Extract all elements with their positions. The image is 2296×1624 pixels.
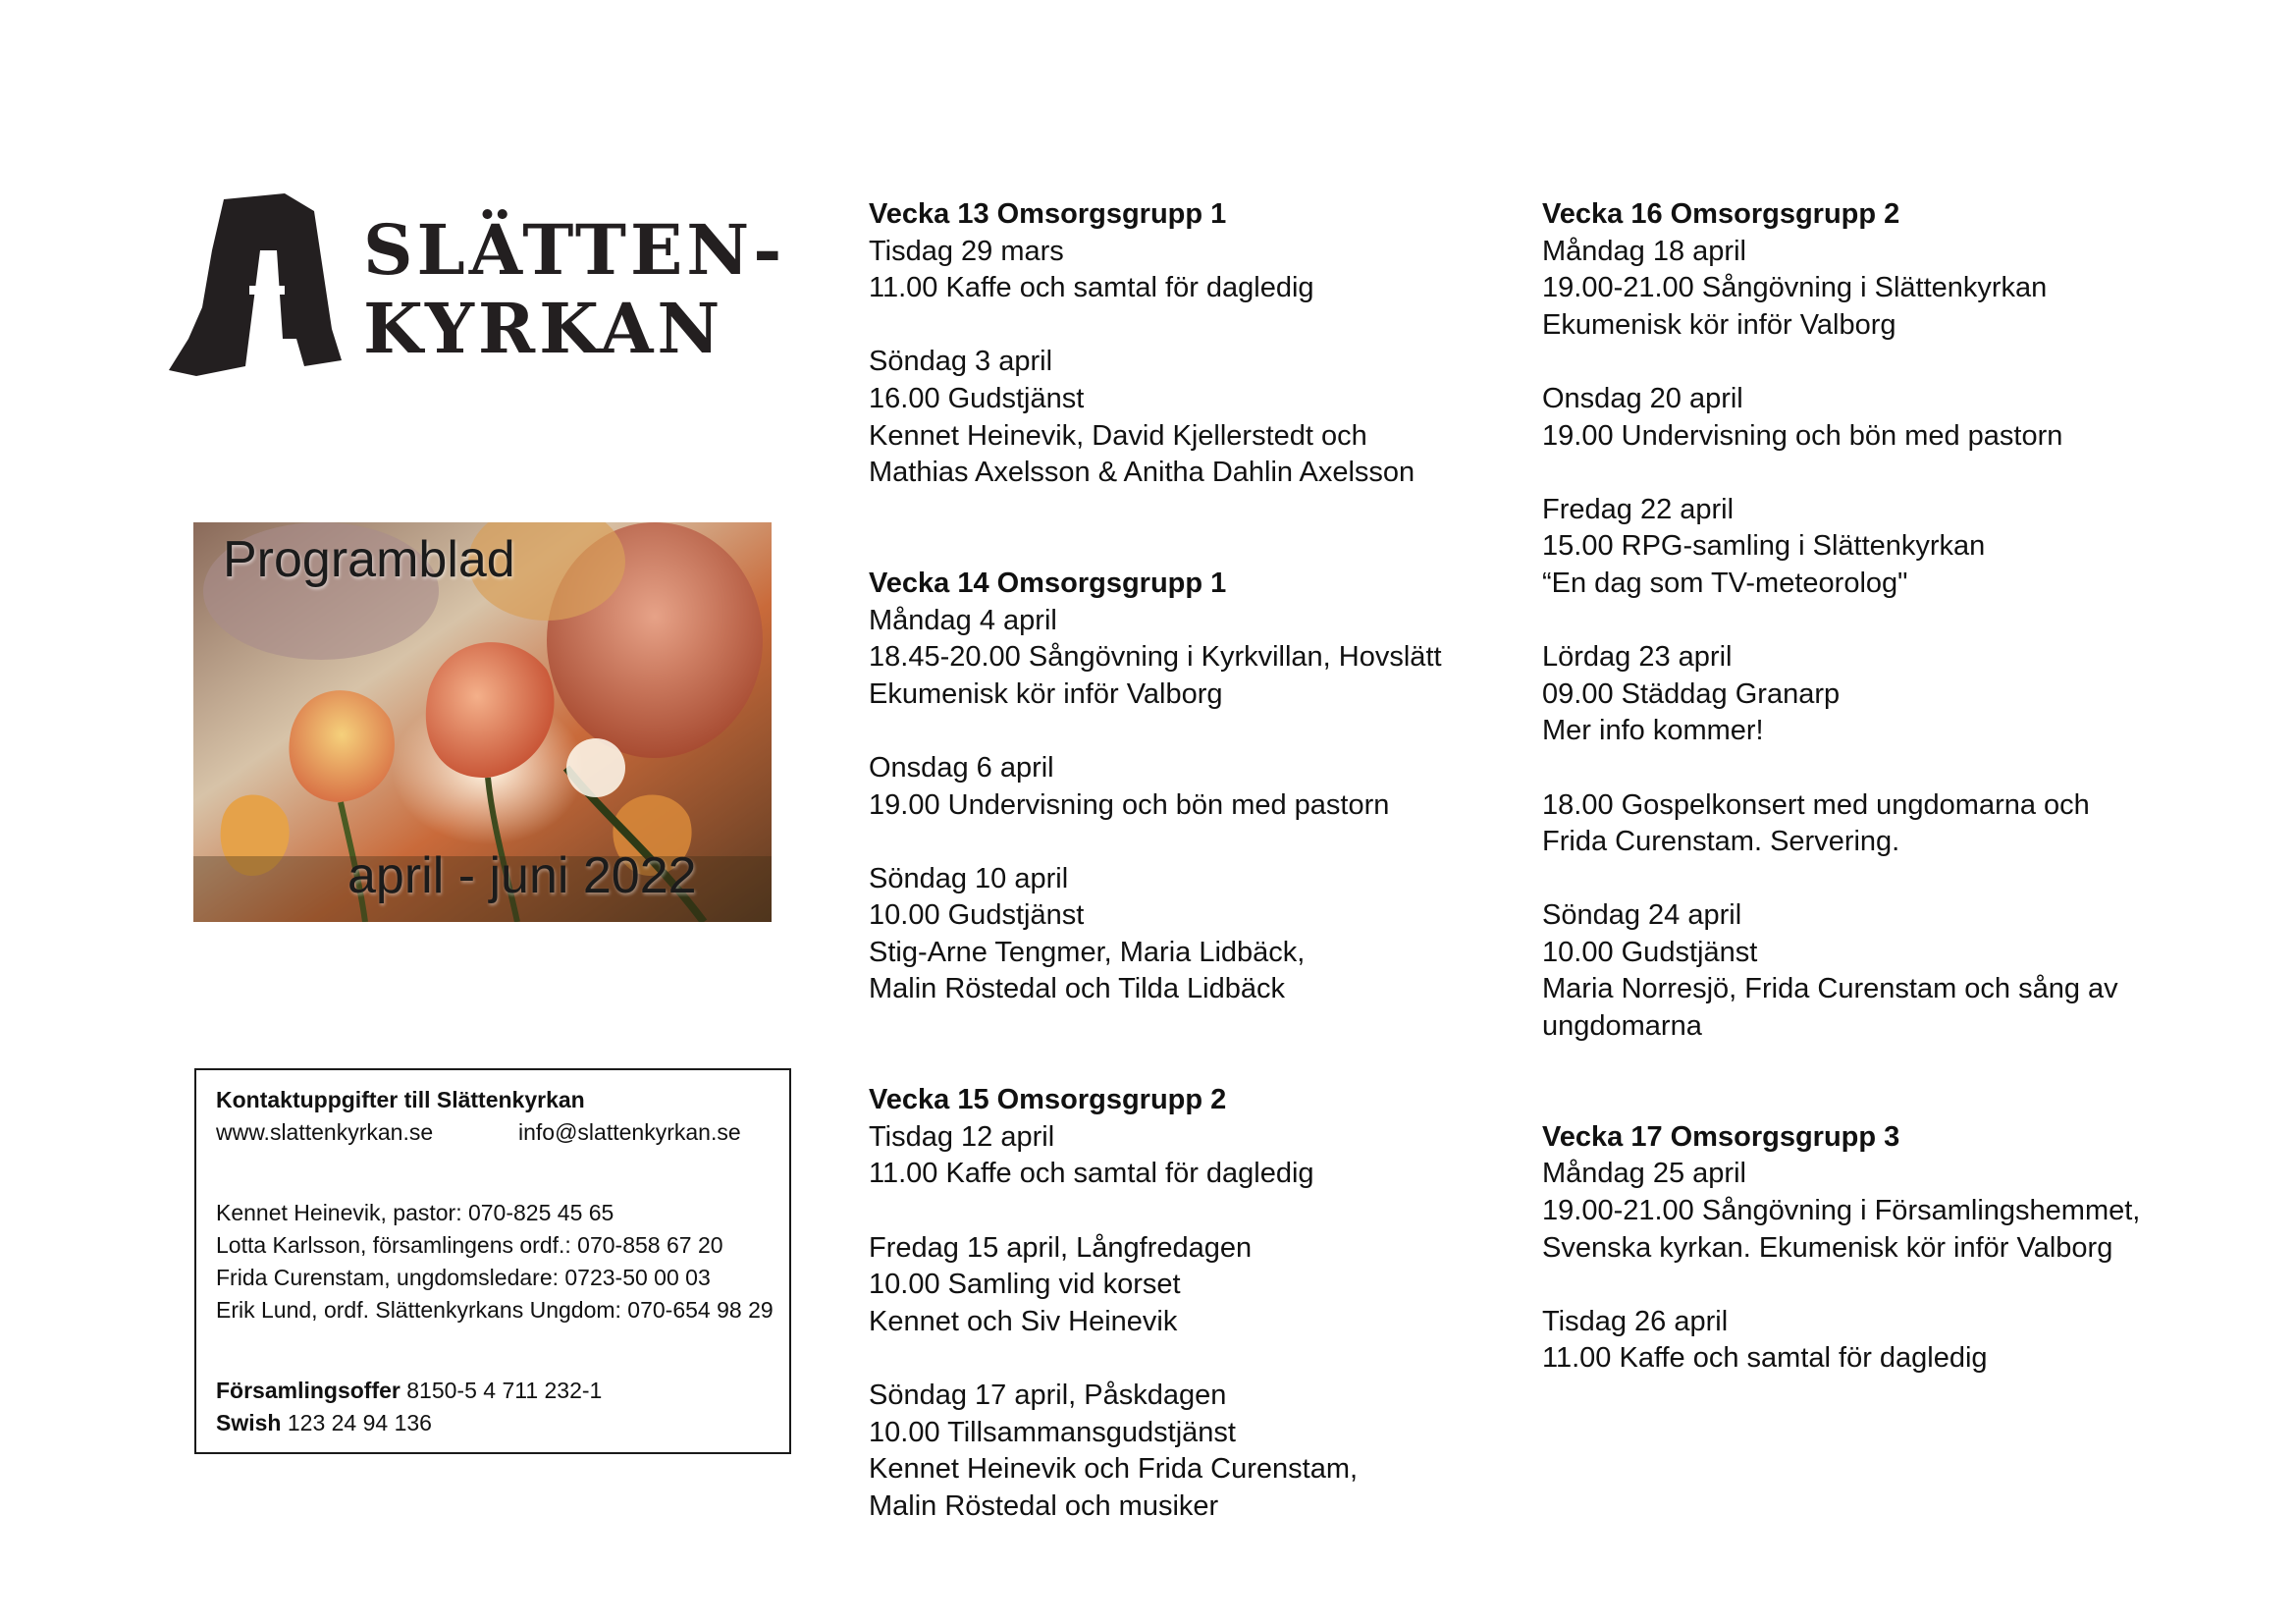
swish-label: Swish [216, 1410, 282, 1435]
schedule-line: Söndag 17 april, Påskdagen [869, 1380, 1227, 1411]
schedule-line: Söndag 24 april [1542, 899, 1742, 932]
schedule-line: Måndag 18 april [1542, 235, 1746, 267]
schedule-line: Fredag 22 april [1542, 493, 1735, 525]
week-heading: Vecka 13 Omsorgsgrupp 1 [869, 198, 1227, 230]
schedule-line: 11.00 Kaffe och samtal för dagledig [869, 1158, 1314, 1190]
schedule-line: “En dag som TV-meteorolog" [1542, 567, 1908, 599]
spacer [869, 1046, 1477, 1083]
spacer [869, 307, 1477, 345]
schedule-line: Ekumenisk kör inför Valborg [1542, 308, 1896, 341]
schedule-line: 11.00 Kaffe och samtal för dagledig [1542, 1342, 1988, 1375]
spacer [869, 1193, 1477, 1230]
spacer [1542, 344, 2151, 381]
logo-wordmark [363, 211, 785, 368]
offering-label: Församlingsoffer [216, 1378, 400, 1403]
schedule-line: 19.00-21.00 Sångövning i Slättenkyrkan [1542, 272, 2048, 304]
schedule-line: Malin Röstedal och Tilda Lidbäck [869, 973, 1285, 1005]
schedule-line: Lördag 23 april [1542, 641, 1733, 674]
offering-row [216, 1375, 770, 1407]
swish-value: 123 24 94 136 [281, 1410, 432, 1435]
schedule-line: Kennet Heinevik, David Kjellerstedt och [869, 419, 1367, 452]
schedule-line: 18.45-20.00 Sångövning i Kyrkvillan, Hovslätt [869, 641, 1442, 674]
week-heading: Vecka 14 Omsorgsgrupp 1 [869, 567, 1227, 599]
schedule-line: 10.00 Tillsammansgudstjänst [869, 1416, 1236, 1448]
contact-box [194, 1068, 791, 1454]
website-link[interactable]: www.slattenkyrkan.se [216, 1119, 434, 1145]
schedule-line: Kennet och Siv Heinevik [869, 1305, 1178, 1337]
schedule-line: Mer info kommer! [1542, 715, 1764, 747]
schedule-line: 09.00 Städdag Granarp [1542, 677, 1841, 710]
cover-image [193, 522, 772, 922]
schedule-column-2 [1542, 196, 2151, 1378]
offering-value: 8150-5 4 711 232-1 [400, 1378, 603, 1403]
spacer [1542, 1267, 2151, 1304]
cover-title: Programblad [223, 531, 515, 588]
spacer [1542, 1082, 2151, 1119]
week-heading: Vecka 16 Omsorgsgrupp 2 [1542, 198, 1900, 230]
schedule-line: Söndag 3 april [869, 346, 1053, 378]
contact-heading: Kontaktuppgifter till Slättenkyrkan [216, 1087, 585, 1112]
schedule-line: 19.00 Undervisning och bön med pastorn [1542, 419, 2063, 452]
schedule-line: 15.00 RPG-samling i Slättenkyrkan [1542, 530, 1986, 563]
schedule-column-1 [869, 196, 1477, 1525]
week-heading: Vecka 17 Omsorgsgrupp 3 [1542, 1120, 1900, 1153]
schedule-line: Söndag 10 april [869, 862, 1069, 894]
church-logo-icon [167, 191, 348, 378]
spacer [869, 492, 1477, 529]
schedule-line: Onsdag 6 april [869, 751, 1054, 784]
email-link[interactable]: info@slattenkyrkan.se [518, 1119, 741, 1145]
schedule-line: Tisdag 26 april [1542, 1305, 1729, 1337]
spacer [1542, 1046, 2151, 1083]
schedule-line: 11.00 Kaffe och samtal för dagledig [869, 272, 1314, 304]
contact-person: Erik Lund, ordf. Slättenkyrkans Ungdom: 070-654 98 29 [216, 1297, 774, 1323]
schedule-line: Måndag 25 april [1542, 1158, 1746, 1190]
schedule-line: Mathias Axelsson & Anitha Dahlin Axelsson [869, 457, 1415, 489]
week-heading: Vecka 15 Omsorgsgrupp 2 [869, 1084, 1227, 1116]
schedule-line: 16.00 Gudstjänst [869, 382, 1085, 414]
spacer [869, 528, 1477, 566]
schedule-line: Tisdag 12 april [869, 1120, 1055, 1153]
schedule-line: Onsdag 20 april [1542, 382, 1743, 414]
schedule-line: 10.00 Gudstjänst [1542, 936, 1758, 968]
schedule-line: ungdomarna [1542, 1010, 1702, 1043]
logo-line-1: SLÄTTEN- [363, 209, 786, 291]
schedule-line: Ekumenisk kör inför Valborg [869, 677, 1223, 710]
cover-subtitle: april - juni 2022 [347, 847, 697, 904]
schedule-line: Stig-Arne Tengmer, Maria Lidbäck, [869, 936, 1306, 968]
spacer [869, 824, 1477, 861]
schedule-line: Kennet Heinevik och Frida Curenstam, [869, 1453, 1359, 1486]
swish-row [216, 1407, 770, 1439]
schedule-line: Malin Röstedal och musiker [869, 1489, 1219, 1522]
schedule-line: Fredag 15 april, Långfredagen [869, 1231, 1253, 1264]
schedule-line: 19.00 Undervisning och bön med pastorn [869, 788, 1390, 821]
spacer [1542, 603, 2151, 640]
schedule-line: 10.00 Samling vid korset [869, 1269, 1181, 1301]
spacer [869, 1340, 1477, 1378]
schedule-line: Tisdag 29 mars [869, 235, 1064, 267]
spacer [1542, 861, 2151, 898]
schedule-line: Måndag 4 april [869, 604, 1057, 636]
schedule-line: Svenska kyrkan. Ekumenisk kör inför Valborg [1542, 1231, 2113, 1264]
church-logo [167, 191, 786, 383]
spacer [1542, 750, 2151, 787]
contact-person: Lotta Karlsson, församlingens ordf.: 070-858 67 20 [216, 1232, 723, 1258]
spacer [869, 713, 1477, 750]
schedule-line: Maria Norresjö, Frida Curenstam och sång av [1542, 973, 2118, 1005]
contact-web-row [216, 1116, 770, 1149]
schedule-line: 18.00 Gospelkonsert med ungdomarna och [1542, 788, 2090, 821]
schedule-line: 10.00 Gudstjänst [869, 899, 1085, 932]
spacer [869, 1008, 1477, 1046]
logo-line-2: KYRKAN [363, 288, 724, 369]
schedule-line: Frida Curenstam. Servering. [1542, 826, 1900, 858]
contact-person: Frida Curenstam, ungdomsledare: 0723-50 00 03 [216, 1265, 711, 1290]
spacer [1542, 455, 2151, 492]
contact-person: Kennet Heinevik, pastor: 070-825 45 65 [216, 1200, 614, 1225]
schedule-line: 19.00-21.00 Sångövning i Församlingshemmet, [1542, 1195, 2141, 1227]
